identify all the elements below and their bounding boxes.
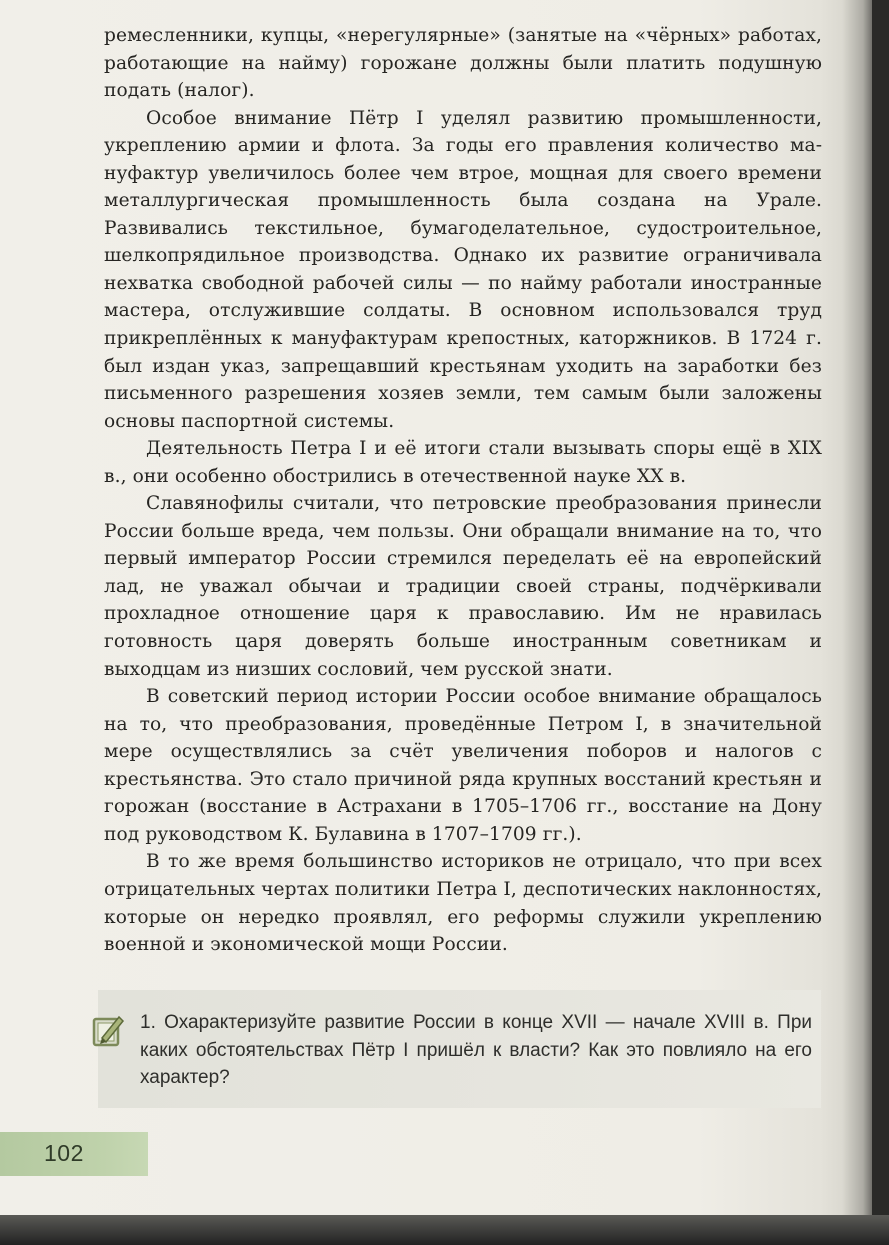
- page-bottom-edge: [0, 1215, 889, 1245]
- paragraph-5: В советский период истории России особое внимание обращалось на то, что преобразования, проведённые Петром I, в значительной мере осуществлялись за счёт увеличения поборов и налогов с крестьянства. Это стало причиной ряда крупных восстаний крестьян и горожан (восстание в Астрахани в 1705–1706 гг., восстание на Дону под руководством К. Булавина в 1707–1709 гг.).: [104, 686, 822, 845]
- paragraph-3: Деятельность Петра I и её итоги стали вызывать споры ещё в XIX в., они особенно обострились в отечественной науке XX в.: [104, 438, 822, 487]
- paragraph-2: Особое внимание Пётр I уделял развитию промышленности, укреплению армии и флота. За годы его правления количество мануфактур увеличилось более чем втрое, мощная для своего времени металлургическая промышленность была создана на Урале. Развивались текстильное, бумагоделательное, судостроительное, шелкопрядильное производства. Однако их развитие ограничивала нехватка свободной рабочей силы — по найму работали иностранные мастера, отслужившие солдаты. В основном использовался труд прикреплённых к мануфактурам крепостных, каторжников. В 1724 г. был издан указ, запрещавший крестьянам уходить на заработки без письменного разрешения хозяев земли, тем самым были заложены основы паспортной системы.: [104, 107, 822, 432]
- page-number: 102: [44, 1140, 84, 1166]
- task-question: 1. Охарактеризуйте развитие России в конце XVII — начале XVIII в. При каких обстоятельствах Пётр I пришёл к власти? Как это повлияло на его характер?: [140, 1012, 812, 1088]
- task-pencil-icon: [92, 1012, 126, 1048]
- paragraph-1: ремесленники, купцы, «нерегулярные» (занятые на «чёрных» работах, работающие на найму) горожане должны были платить подушную подать (налог).: [104, 25, 822, 102]
- paragraph-6: В то же время большинство историков не отрицало, что при всех отрицательных чертах политики Петра I, деспотических наклонностях, которые он нередко проявлял, его реформы служили укреплению военной и экономической мощи России.: [104, 851, 822, 956]
- paragraph-4: Славянофилы считали, что петровские преобразования принесли России больше вреда, чем пользы. Они обращали внимание на то, что первый император России стремился переделать её на европейский лад, не уважал обычаи и традиции своей страны, подчёркивали прохладное отношение царя к православию. Им не нравилась готовность царя доверять больше иностранным советникам и выходцам из низших сословий, чем русской знати.: [104, 493, 822, 680]
- main-text: [104, 22, 822, 959]
- spine-shadow: [842, 0, 872, 1215]
